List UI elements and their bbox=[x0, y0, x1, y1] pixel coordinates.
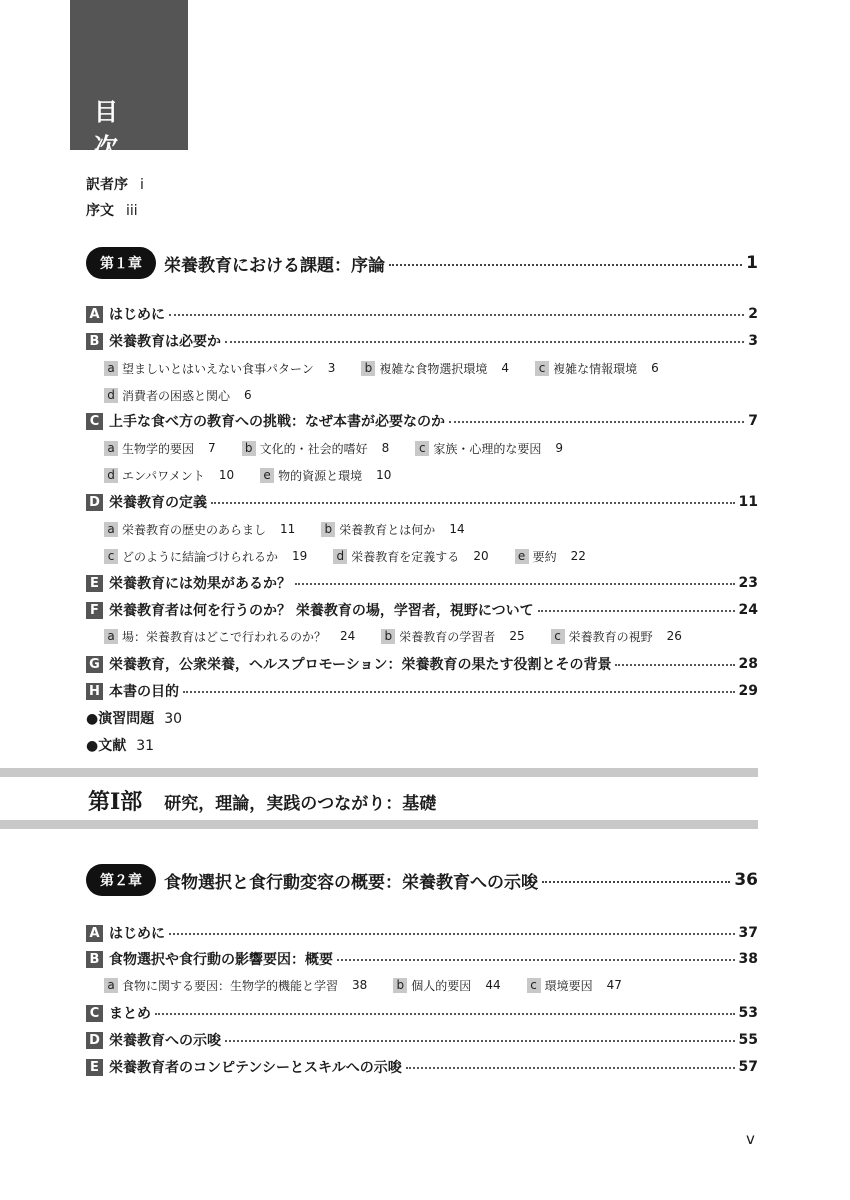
subsection-letter: b bbox=[381, 629, 395, 644]
section-page: 3 bbox=[748, 333, 758, 349]
subsection-title: エンパワメント bbox=[122, 468, 205, 483]
dot-leader bbox=[225, 1040, 735, 1042]
subsection-letter: d bbox=[104, 468, 118, 483]
subsection-letter: b bbox=[321, 522, 335, 537]
section-letter: C bbox=[86, 413, 103, 430]
chapter-badge: 第２章 bbox=[86, 864, 156, 896]
section-entry[interactable] bbox=[86, 572, 758, 594]
subsection-title: 文化的・社会的嗜好 bbox=[259, 441, 368, 456]
section-page: 23 bbox=[738, 575, 758, 591]
subsection-row bbox=[104, 358, 685, 378]
section-letter: A bbox=[86, 925, 103, 942]
subsection-title: 複雑な食物選択環境 bbox=[379, 361, 488, 376]
section-page: 2 bbox=[748, 306, 758, 322]
subsection-letter: a bbox=[104, 978, 118, 993]
subsection-letter: b bbox=[361, 361, 375, 376]
subsection-title: 栄養教育とは何か bbox=[339, 522, 436, 537]
subsection-title: 家族・心理的な要因 bbox=[433, 441, 542, 456]
part-title: 研究，理論，実践のつながり：基礎 bbox=[164, 794, 437, 814]
dot-leader bbox=[169, 314, 744, 316]
section-page: 55 bbox=[738, 1032, 758, 1048]
section-title: まとめ bbox=[109, 1006, 151, 1022]
exercises-page: 30 bbox=[164, 711, 183, 727]
subsection-letter: c bbox=[104, 549, 118, 564]
subsection-title: 複雑な情報環境 bbox=[553, 361, 638, 376]
subsection-page: 25 bbox=[509, 629, 525, 643]
subsection-letter: c bbox=[527, 978, 541, 993]
section-page: 24 bbox=[738, 602, 758, 618]
section-title: 本書の目的 bbox=[109, 684, 179, 700]
front-matter-label: 訳者序 bbox=[86, 177, 128, 193]
subsection-item[interactable] bbox=[104, 548, 307, 565]
subsection-title: 栄養教育の視野 bbox=[568, 629, 653, 644]
subsection-title: 望ましいとはいえない食事パターン bbox=[122, 361, 314, 376]
section-title: 栄養教育，公衆栄養，ヘルスプロモーション：栄養教育の果たす役割とその背景 bbox=[109, 657, 612, 673]
subsection-letter: a bbox=[104, 361, 118, 376]
subsection-item[interactable] bbox=[242, 440, 390, 457]
subsection-item[interactable] bbox=[321, 521, 464, 538]
section-entry[interactable] bbox=[86, 922, 758, 944]
subsection-title: 環境要因 bbox=[544, 978, 593, 993]
chapter-2-entry[interactable] bbox=[86, 863, 758, 897]
section-letter: D bbox=[86, 494, 103, 511]
section-letter: H bbox=[86, 683, 103, 700]
subsection-page: 11 bbox=[280, 522, 296, 536]
section-entry[interactable] bbox=[86, 303, 758, 325]
section-entry[interactable] bbox=[86, 330, 758, 352]
title-block bbox=[70, 0, 188, 161]
references-entry[interactable] bbox=[86, 735, 154, 755]
part-divider-top bbox=[0, 768, 758, 777]
front-matter-item[interactable] bbox=[86, 174, 144, 194]
subsection-letter: b bbox=[393, 978, 407, 993]
front-matter-page: iii bbox=[126, 203, 138, 219]
subsection-row bbox=[104, 385, 278, 405]
subsection-item[interactable] bbox=[333, 548, 488, 565]
subsection-row bbox=[104, 546, 612, 566]
subsection-item[interactable] bbox=[551, 628, 682, 645]
subsection-letter: c bbox=[551, 629, 565, 644]
section-letter: D bbox=[86, 1032, 103, 1049]
dot-leader bbox=[225, 341, 744, 343]
section-entry[interactable] bbox=[86, 680, 758, 702]
subsection-title: 物的資源と環境 bbox=[278, 468, 363, 483]
section-title: 栄養教育の定義 bbox=[109, 495, 207, 511]
section-page: 38 bbox=[738, 951, 758, 967]
subsection-item[interactable] bbox=[104, 628, 355, 645]
subsection-page: 8 bbox=[381, 441, 390, 455]
exercises-label: ●演習問題 bbox=[86, 711, 155, 727]
subsection-row bbox=[104, 975, 648, 995]
subsection-item[interactable] bbox=[415, 440, 563, 457]
dot-leader bbox=[389, 264, 742, 266]
subsection-item[interactable] bbox=[104, 977, 367, 994]
subsection-title: どのように結論づけられるか bbox=[122, 549, 279, 564]
section-entry[interactable] bbox=[86, 948, 758, 970]
subsection-page: 14 bbox=[449, 522, 465, 536]
chapter-page: 36 bbox=[734, 870, 758, 890]
subsection-letter: a bbox=[104, 629, 118, 644]
subsection-row bbox=[104, 626, 708, 646]
section-title: 上手な食べ方の教育への挑戦：なぜ本書が必要なのか bbox=[109, 414, 445, 430]
subsection-item[interactable] bbox=[260, 467, 391, 484]
subsection-letter: d bbox=[333, 549, 347, 564]
section-letter: E bbox=[86, 575, 103, 592]
subsection-page: 9 bbox=[555, 441, 563, 455]
section-page: 29 bbox=[738, 683, 758, 699]
subsection-letter: a bbox=[104, 522, 118, 537]
subsection-item[interactable] bbox=[393, 977, 500, 994]
subsection-item[interactable] bbox=[104, 467, 234, 484]
dot-leader bbox=[183, 691, 735, 693]
section-entry[interactable] bbox=[86, 410, 758, 432]
section-page: 53 bbox=[738, 1005, 758, 1021]
chapter-page: 1 bbox=[746, 253, 758, 273]
section-title: 食物選択や食行動の影響要因：概要 bbox=[109, 952, 333, 968]
subsection-page: 6 bbox=[244, 388, 252, 402]
subsection-item[interactable] bbox=[361, 360, 509, 377]
section-entry[interactable] bbox=[86, 1002, 758, 1024]
subsection-letter: b bbox=[242, 441, 256, 456]
subsection-row bbox=[104, 519, 491, 539]
section-title: はじめに bbox=[109, 926, 165, 942]
dot-leader bbox=[169, 933, 735, 935]
subsection-item[interactable] bbox=[515, 548, 586, 565]
subsection-letter: d bbox=[104, 388, 118, 403]
section-title: はじめに bbox=[109, 307, 165, 323]
section-page: 28 bbox=[738, 656, 758, 672]
references-label: ●文献 bbox=[86, 738, 127, 754]
front-matter-item[interactable] bbox=[86, 200, 138, 220]
exercises-entry[interactable] bbox=[86, 708, 182, 728]
section-letter: A bbox=[86, 306, 103, 323]
chapter-badge: 第１章 bbox=[86, 247, 156, 279]
front-matter-page: i bbox=[140, 177, 144, 193]
section-page: 7 bbox=[748, 413, 758, 429]
subsection-letter: c bbox=[535, 361, 549, 376]
subsection-item[interactable] bbox=[535, 360, 659, 377]
dot-leader bbox=[337, 959, 735, 961]
subsection-letter: c bbox=[415, 441, 429, 456]
subsection-title: 食物に関する要因：生物学的機能と学習 bbox=[122, 978, 339, 993]
dot-leader bbox=[295, 583, 735, 585]
subsection-letter: a bbox=[104, 441, 118, 456]
subsection-title: 消費者の困惑と関心 bbox=[122, 388, 231, 403]
part-divider-bottom bbox=[0, 820, 758, 829]
subsection-page: 7 bbox=[208, 441, 216, 455]
references-page: 31 bbox=[136, 738, 155, 754]
subsection-title: 栄養教育の歴史のあらまし bbox=[122, 522, 267, 537]
section-letter: F bbox=[86, 602, 103, 619]
subsection-item[interactable] bbox=[104, 360, 335, 377]
chapter-1-entry[interactable] bbox=[86, 246, 758, 280]
section-entry[interactable] bbox=[86, 1029, 758, 1051]
section-letter: B bbox=[86, 951, 103, 968]
section-title: 栄養教育には効果があるか？ bbox=[109, 576, 291, 592]
subsection-item[interactable] bbox=[104, 387, 252, 404]
section-entry[interactable] bbox=[86, 491, 758, 513]
subsection-title: 栄養教育を定義する bbox=[351, 549, 460, 564]
subsection-item[interactable] bbox=[104, 521, 295, 538]
subsection-page: 6 bbox=[651, 361, 659, 375]
section-title: 栄養教育者は何を行うのか？ 栄養教育の場，学習者，視野について bbox=[109, 603, 534, 619]
page-number: v bbox=[746, 1130, 755, 1148]
dot-leader bbox=[406, 1067, 735, 1069]
subsection-page: 24 bbox=[340, 629, 356, 643]
section-title: 栄養教育への示唆 bbox=[109, 1033, 221, 1049]
subsection-title: 栄養教育の学習者 bbox=[399, 629, 496, 644]
part-label: 第Ⅰ部 bbox=[88, 789, 143, 815]
subsection-page: 47 bbox=[606, 978, 622, 992]
subsection-item[interactable] bbox=[104, 440, 216, 457]
section-letter: B bbox=[86, 333, 103, 350]
subsection-title: 個人的要因 bbox=[411, 978, 472, 993]
subsection-title: 要約 bbox=[532, 549, 557, 564]
subsection-page: 19 bbox=[292, 549, 308, 563]
part-1-heading[interactable] bbox=[88, 785, 436, 815]
subsection-page: 38 bbox=[352, 978, 368, 992]
section-entry[interactable] bbox=[86, 1056, 758, 1078]
section-entry[interactable] bbox=[86, 653, 758, 675]
subsection-title: 生物学的要因 bbox=[122, 441, 195, 456]
chapter-title: 食物選択と食行動変容の概要：栄養教育への示唆 bbox=[164, 872, 538, 893]
subsection-page: 3 bbox=[327, 361, 336, 375]
front-matter-label: 序文 bbox=[86, 203, 114, 219]
section-letter: E bbox=[86, 1059, 103, 1076]
subsection-title: 場：栄養教育はどこで行われるのか？ bbox=[122, 629, 327, 644]
section-entry[interactable] bbox=[86, 599, 758, 621]
section-title: 栄養教育者のコンピテンシーとスキルへの示唆 bbox=[109, 1060, 402, 1076]
dot-leader bbox=[211, 502, 735, 504]
subsection-page: 10 bbox=[376, 468, 392, 482]
dot-leader bbox=[538, 610, 735, 612]
subsection-row bbox=[104, 465, 417, 485]
dot-leader bbox=[155, 1013, 735, 1015]
subsection-page: 10 bbox=[218, 468, 235, 482]
subsection-page: 22 bbox=[570, 549, 586, 563]
dot-leader bbox=[615, 664, 734, 666]
section-title: 栄養教育は必要か bbox=[109, 334, 221, 350]
subsection-item[interactable] bbox=[381, 628, 524, 645]
section-letter: C bbox=[86, 1005, 103, 1022]
subsection-page: 4 bbox=[501, 361, 510, 375]
dot-leader bbox=[449, 421, 744, 423]
section-letter: G bbox=[86, 656, 103, 673]
subsection-letter: e bbox=[515, 549, 529, 564]
subsection-page: 26 bbox=[666, 629, 682, 643]
subsection-page: 44 bbox=[485, 978, 501, 992]
subsection-row bbox=[104, 438, 589, 458]
chapter-title: 栄養教育における課題：序論 bbox=[164, 255, 385, 276]
page-title: 目 次 bbox=[94, 98, 136, 161]
section-page: 11 bbox=[738, 494, 758, 510]
section-page: 57 bbox=[738, 1059, 758, 1075]
subsection-item[interactable] bbox=[527, 977, 622, 994]
dot-leader bbox=[542, 881, 730, 883]
section-page: 37 bbox=[738, 925, 758, 941]
subsection-page: 20 bbox=[473, 549, 489, 563]
subsection-letter: e bbox=[260, 468, 274, 483]
